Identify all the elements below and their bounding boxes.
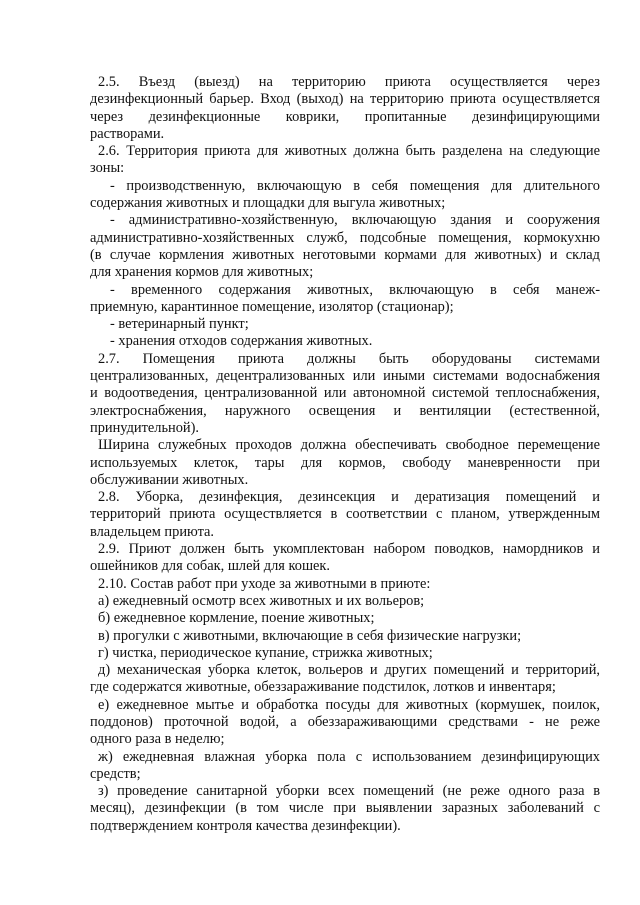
text-line: используемых клеток, тары для кормов, свободу маневренности при <box>90 454 600 471</box>
paragraph <box>90 697 600 749</box>
paragraph <box>90 143 600 178</box>
text-line: г) чистка, периодическое купание, стрижка животных; <box>98 644 433 661</box>
paragraph <box>90 333 600 350</box>
text-line: - административно-хозяйственную, включающую здания и сооружения <box>110 212 600 229</box>
paragraph <box>90 178 600 213</box>
text-line: 2.10. Состав работ при уходе за животными в приюте: <box>98 575 431 592</box>
text-line: (в случае кормления животных неготовыми кормами для животных) и склад <box>90 246 600 263</box>
paragraph <box>90 593 600 610</box>
text-line: подтверждением контроля качества дезинфекции). <box>90 817 401 834</box>
text-line: поддонов) проточной водой, а обеззараживающими средствами - не реже <box>90 713 600 730</box>
text-line: 2.7. Помещения приюта должны быть оборудованы системами <box>98 350 600 367</box>
paragraph <box>90 576 600 593</box>
paragraph <box>90 628 600 645</box>
paragraph <box>90 437 600 489</box>
text-line: владельцем приюта. <box>90 523 215 540</box>
text-line: для хранения кормов для животных; <box>90 264 314 281</box>
text-line: содержания животных и площадки для выгула животных; <box>90 195 446 212</box>
text-line: приемную, карантинное помещение, изолятор (стационар); <box>90 298 454 315</box>
text-line: з) проведение санитарной уборки всех помещений (не реже одного раза в <box>98 783 600 800</box>
text-line: средств; <box>90 765 141 782</box>
paragraph <box>90 783 600 835</box>
text-line: зоны: <box>90 160 125 177</box>
paragraph <box>90 541 600 576</box>
text-line: - ветеринарный пункт; <box>110 316 249 333</box>
text-line: обслуживании животных. <box>90 471 249 488</box>
text-line: принудительной). <box>90 419 200 436</box>
text-line: ошейников для собак, шлей для кошек. <box>90 558 330 575</box>
paragraph <box>90 749 600 784</box>
paragraph <box>90 212 600 281</box>
text-line: - производственную, включающую в себя помещения для длительного <box>110 177 600 194</box>
text-line: е) ежедневное мытье и обработка посуды для животных (кормушек, поилок, <box>98 696 600 713</box>
text-line: и водоотведения, централизованной или автономной системой теплоснабжения, <box>90 385 600 402</box>
document-page <box>90 74 600 835</box>
text-line: Ширина служебных проходов должна обеспечивать свободное перемещение <box>98 437 600 454</box>
paragraph <box>90 610 600 627</box>
text-line: централизованных, децентрализованных или иными системами водоснабжения <box>90 368 600 385</box>
text-line: одного раза в неделю; <box>90 731 225 748</box>
text-line: д) механическая уборка клеток, вольеров и других помещений и территорий, <box>98 662 600 679</box>
text-line: электроснабжения, наружного освещения и вентиляции (естественной, <box>90 402 600 419</box>
text-line: дезинфекционный барьер. Вход (выход) на территорию приюта осуществляется <box>90 91 600 108</box>
text-line: 2.6. Территория приюта для животных должна быть разделена на следующие <box>98 143 600 160</box>
text-line: 2.8. Уборка, дезинфекция, дезинсекция и дератизация помещений и <box>98 489 600 506</box>
text-line: а) ежедневный осмотр всех животных и их вольеров; <box>98 592 425 609</box>
text-line: б) ежедневное кормление, поение животных; <box>98 610 375 627</box>
paragraph <box>90 316 600 333</box>
paragraph <box>90 351 600 437</box>
text-line: где содержатся животные, обеззараживание подстилок, лотков и инвентаря; <box>90 679 556 696</box>
text-line: растворами. <box>90 125 165 142</box>
text-line: - хранения отходов содержания животных. <box>110 333 373 350</box>
text-line: 2.5. Въезд (выезд) на территорию приюта осуществляется через <box>98 74 600 90</box>
text-line: территорий приюта осуществляется в соответствии с планом, утвержденным <box>90 506 600 523</box>
text-line: - временного содержания животных, включающую в себя манеж- <box>110 281 600 298</box>
text-line: месяц), дезинфекции (в том числе при выявлении заразных заболеваний с <box>90 800 600 817</box>
paragraph <box>90 282 600 317</box>
paragraph <box>90 74 600 143</box>
text-line: через дезинфекционные коврики, пропитанные дезинфицирующими <box>90 108 600 125</box>
text-line: в) прогулки с животными, включающие в себя физические нагрузки; <box>98 627 522 644</box>
text-line: 2.9. Приют должен быть укомплектован набором поводков, намордников и <box>98 541 600 558</box>
paragraph <box>90 645 600 662</box>
paragraph <box>90 489 600 541</box>
paragraph <box>90 662 600 697</box>
text-line: административно-хозяйственных служб, подсобные помещения, кормокухню <box>90 229 600 246</box>
text-line: ж) ежедневная влажная уборка пола с использованием дезинфицирующих <box>98 748 600 765</box>
